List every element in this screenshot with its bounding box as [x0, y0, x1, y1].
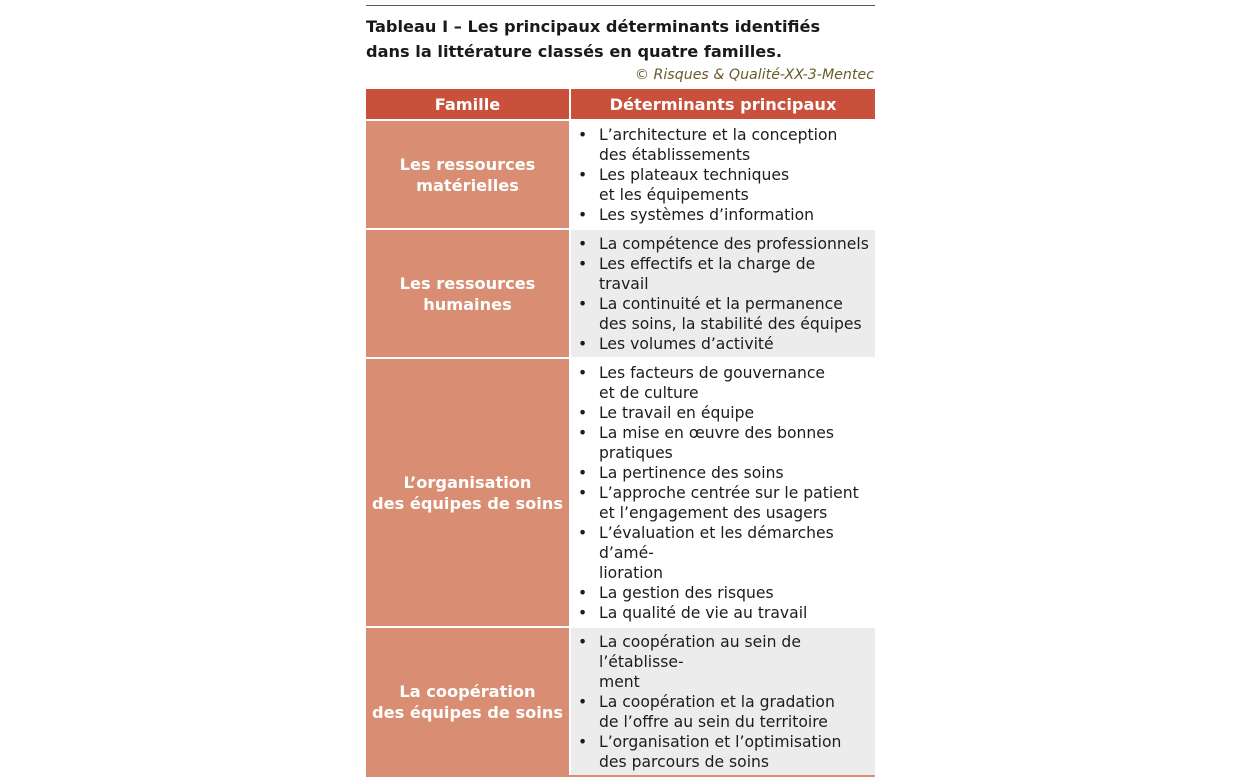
table-row: [366, 626, 875, 775]
family-cell: [366, 121, 569, 228]
table-row: [366, 357, 875, 626]
determinants-list: [578, 125, 869, 225]
list-item: • La coopération au sein de l’établisse- ment: [578, 632, 869, 692]
determinants-cell: [571, 121, 875, 228]
family-label: Les ressources: [399, 273, 536, 293]
family-label: des équipes de soins: [372, 493, 563, 513]
determinants-list: [578, 363, 869, 623]
determinants-cell: [571, 359, 875, 626]
list-item: • Les systèmes d’information: [578, 205, 869, 225]
list-item: • Les plateaux techniques et les équipements: [578, 165, 869, 205]
list-item: • L’organisation et l’optimisation des parcours de soins: [578, 732, 869, 772]
family-cell: [366, 628, 569, 775]
list-item: • La gestion des risques: [578, 583, 869, 603]
list-item: • La coopération et la gradation de l’offre au sein du territoire: [578, 692, 869, 732]
list-item: • La continuité et la permanence des soins, la stabilité des équipes: [578, 294, 869, 334]
document-page: [366, 5, 875, 777]
list-item: • La mise en œuvre des bonnes pratiques: [578, 423, 869, 463]
family-cell: [366, 230, 569, 357]
table-row: [366, 119, 875, 228]
determinants-list: [578, 234, 869, 354]
list-item: • Les volumes d’activité: [578, 334, 869, 354]
caption-line-1: Tableau I – Les principaux déterminants identifiés: [366, 17, 821, 36]
determinants-list: [578, 632, 869, 772]
list-item: • La qualité de vie au travail: [578, 603, 869, 623]
family-label: La coopération: [399, 681, 536, 701]
family-label: des équipes de soins: [372, 702, 563, 722]
table-row: [366, 228, 875, 357]
top-rule: [366, 5, 875, 6]
header-determinants: Déterminants principaux: [571, 89, 875, 119]
family-label: humaines: [423, 294, 512, 314]
copyright-credit: © Risques & Qualité-XX-3-Mentec: [634, 67, 874, 83]
determinants-cell: [571, 628, 875, 775]
table-header-row: [366, 89, 875, 119]
header-famille: Famille: [366, 89, 569, 119]
caption-line-2: dans la littérature classés en quatre familles.: [366, 42, 783, 61]
list-item: • La pertinence des soins: [578, 463, 869, 483]
family-label: matérielles: [416, 175, 519, 195]
list-item: • Les facteurs de gouvernance et de culture: [578, 363, 869, 403]
family-cell: [366, 359, 569, 626]
list-item: • La compétence des professionnels: [578, 234, 869, 254]
list-item: • Le travail en équipe: [578, 403, 869, 423]
family-label: L’organisation: [403, 472, 532, 492]
determinants-cell: [571, 230, 875, 357]
list-item: • L’approche centrée sur le patient et l’engagement des usagers: [578, 483, 869, 523]
determinants-table: [366, 89, 875, 777]
list-item: • Les effectifs et la charge de travail: [578, 254, 869, 294]
table-caption: [366, 14, 875, 64]
list-item: • L’architecture et la conception des établissements: [578, 125, 869, 165]
list-item: • L’évaluation et les démarches d’amé- lioration: [578, 523, 869, 583]
family-label: Les ressources: [399, 154, 536, 174]
